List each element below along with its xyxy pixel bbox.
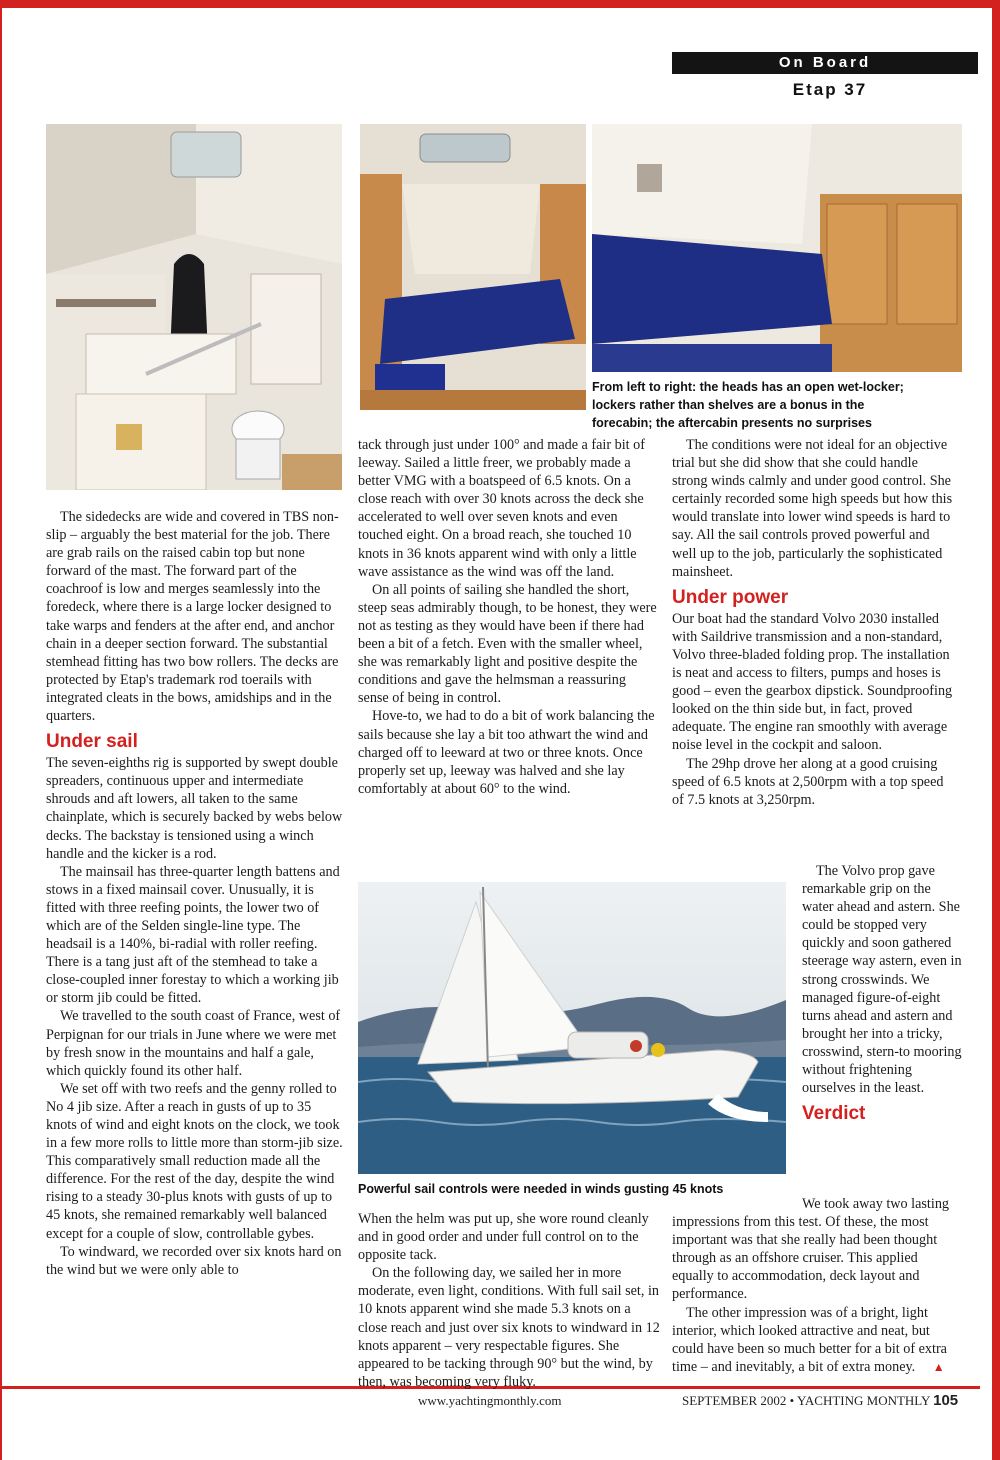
page-number: 105 bbox=[933, 1392, 959, 1409]
photo-heads bbox=[46, 124, 342, 490]
footer-issue: SEPTEMBER 2002 • YACHTING MONTHLY bbox=[682, 1393, 930, 1408]
footer-issue-line bbox=[682, 1392, 958, 1409]
photo-aftercabin bbox=[592, 124, 962, 372]
heading-under-power: Under power bbox=[672, 586, 789, 608]
paragraph: The 29hp drove her along at a good cruising speed of 6.5 knots at 2,500rpm with a top speed of 7.5 knots at 3,250rpm. bbox=[672, 755, 944, 808]
paragraph: On the following day, we sailed her in more moderate, even light, conditions. With full sail set, in 10 knots apparent wind she made 5.3 knots on a close reach and just over six knots to windward in 12 knots apparent – very respectable figures. She appeared to be tacking through 90° but the wind, by then, was becoming very fluky. bbox=[358, 1265, 660, 1390]
section-label: On Board bbox=[672, 52, 978, 74]
paragraph: The sidedecks are wide and covered in TBS non-slip – arguably the best material for the job. There are grab rails on the raised cabin top but none forward of the mast. The forward part of the coachroof is low and merges seamlessly into the foredeck, where there is a large locker designed to take warps and fenders at the after end, and anchor chain in a deeper section forward. The substantial stemhead fitting has two bow rollers. The decks are protected by Etap's trademark rod toerails with integrated cleats in the bows, amidships and in the quarters. bbox=[46, 509, 339, 725]
paragraph-text: The other impression was of a bright, light interior, which looked attractive and neat, but could have been so much better for a bit of extra time – and inevitably, a bit of extra money. bbox=[672, 1304, 947, 1375]
column-1 bbox=[46, 508, 343, 1279]
paragraph: We travelled to the south coast of France, west of Perpignan for our trials in June where we were met by fresh snow in the mountains and half a gale, which quickly found its other half. bbox=[46, 1008, 341, 1079]
photo-sailing bbox=[358, 882, 786, 1174]
paragraph: The Volvo prop gave remarkable grip on the water ahead and astern. She could be stopped very quickly and soon gathered steerage way astern, even in strong crosswinds. We managed figure-of-eight turns ahead and astern and brought her into a tricky, crosswind, stern-to mooring without frightening ourselves in the least. bbox=[802, 863, 962, 1097]
caption-sailing: Powerful sail controls were needed in winds gusting 45 knots bbox=[358, 1182, 724, 1196]
heading-verdict: Verdict bbox=[802, 1103, 866, 1125]
paragraph: Our boat had the standard Volvo 2030 installed with Saildrive transmission and a non-standard, Volvo three-bladed folding prop. The installation is neat and access to filters, pumps and hoses is good – even the gearbox dipstick. Soundproofing looked on the thin side but, in fact, proved adequate. The engine ran smoothly with average noise level in the cockpit and saloon. bbox=[672, 610, 953, 754]
page-edge-strip bbox=[0, 0, 2, 1460]
column-3-top bbox=[672, 436, 954, 809]
caption-interior: From left to right: the heads has an open wet-locker; lockers rather than shelves are a bonus in the forecabin; the aftercabin presents no surprises bbox=[592, 380, 904, 430]
paragraph: The seven-eighths rig is supported by swept double spreaders, continuous upper and intermediate shrouds and aft lowers, all taken to the same chainplate, which is securely backed by webs below decks. The backstay is tensioned using a winch handle and the kicker is a rod. bbox=[46, 755, 343, 862]
paragraph: We took away two lasting impressions from this test. Of these, the most important was that she really had been thought through as an offshore cruiser. This applied equally to accommodation, deck layout and performance. bbox=[672, 1196, 950, 1303]
paragraph bbox=[672, 1304, 954, 1376]
column-3-narrow bbox=[802, 862, 962, 1126]
column-2-bottom bbox=[358, 1210, 660, 1391]
paragraph: Hove-to, we had to do a bit of work balancing the sails because she lay a bit too athwart the wind and charged off to leeward at two or three knots. Once properly set up, leeway was halved and she lay comfortably at about 60° to the wind. bbox=[358, 708, 655, 797]
end-mark-icon: ▲ bbox=[932, 1359, 945, 1374]
paragraph: To windward, we recorded over six knots hard on the wind but we were only able to bbox=[46, 1243, 342, 1278]
column-3-bottom bbox=[672, 1195, 954, 1376]
paragraph: tack through just under 100° and made a fair bit of leeway. Sailed a little freer, we probably made a better VMG with a boatspeed of 6.5 knots. On a close reach with over 30 knots across the deck she accelerated to well over seven knots and even touched eight. On a broad reach, she touched 10 knots in 36 knots apparent wind with only a little wave assistance as the wind was off the land. bbox=[358, 437, 645, 580]
photo-forecabin bbox=[360, 124, 586, 410]
heading-under-sail: Under sail bbox=[46, 731, 138, 753]
footer-url: www.yachtingmonthly.com bbox=[418, 1393, 562, 1408]
paragraph: When the helm was put up, she wore round cleanly and in good order and under full control on to the opposite tack. bbox=[358, 1211, 649, 1264]
column-2-top bbox=[358, 436, 660, 798]
paragraph: We set off with two reefs and the genny rolled to No 4 jib size. After a reach in gusts of up to 35 knots of wind and eight knots on the clock, we took in a few more rolls to little more than storm-jib size. This comparatively small reduction made all the difference. For the rest of the day, despite the wind rising to a steady 30-plus knots with gusts of up to 45 knots, she remained remarkably well balanced except for a couple of slow, controllable gybes. bbox=[46, 1080, 343, 1242]
paragraph: On all points of sailing she handled the short, steep seas admirably though, to be honest, they were not as testing as they would have been if there had been a bit of a fetch. Even with the smaller wheel, she was remarkably light and positive despite the conditions and gave the helmsman a reassuring sense of being in control. bbox=[358, 581, 657, 707]
paragraph: The conditions were not ideal for an objective trial but she did show that she could handle strong winds calmly and under good control. She certainly recorded some high speeds but how this would translate into lower wind speeds is hard to say. All the sail controls proved powerful and well up to the job, particularly the sophisticated mainsheet. bbox=[672, 437, 953, 580]
boat-title: Etap 37 bbox=[792, 80, 868, 99]
paragraph: The mainsail has three-quarter length battens and stows in a fixed mainsail cover. Unusually, it is fitted with three reefing points, the lower two of which are of the Selden single-line type. The headsail is a 140%, bi-radial with roller reefing. There is a tang just aft of the stemhead to take a close-coupled inner forestay to which a working jib or storm jib could be fitted. bbox=[46, 863, 340, 1007]
